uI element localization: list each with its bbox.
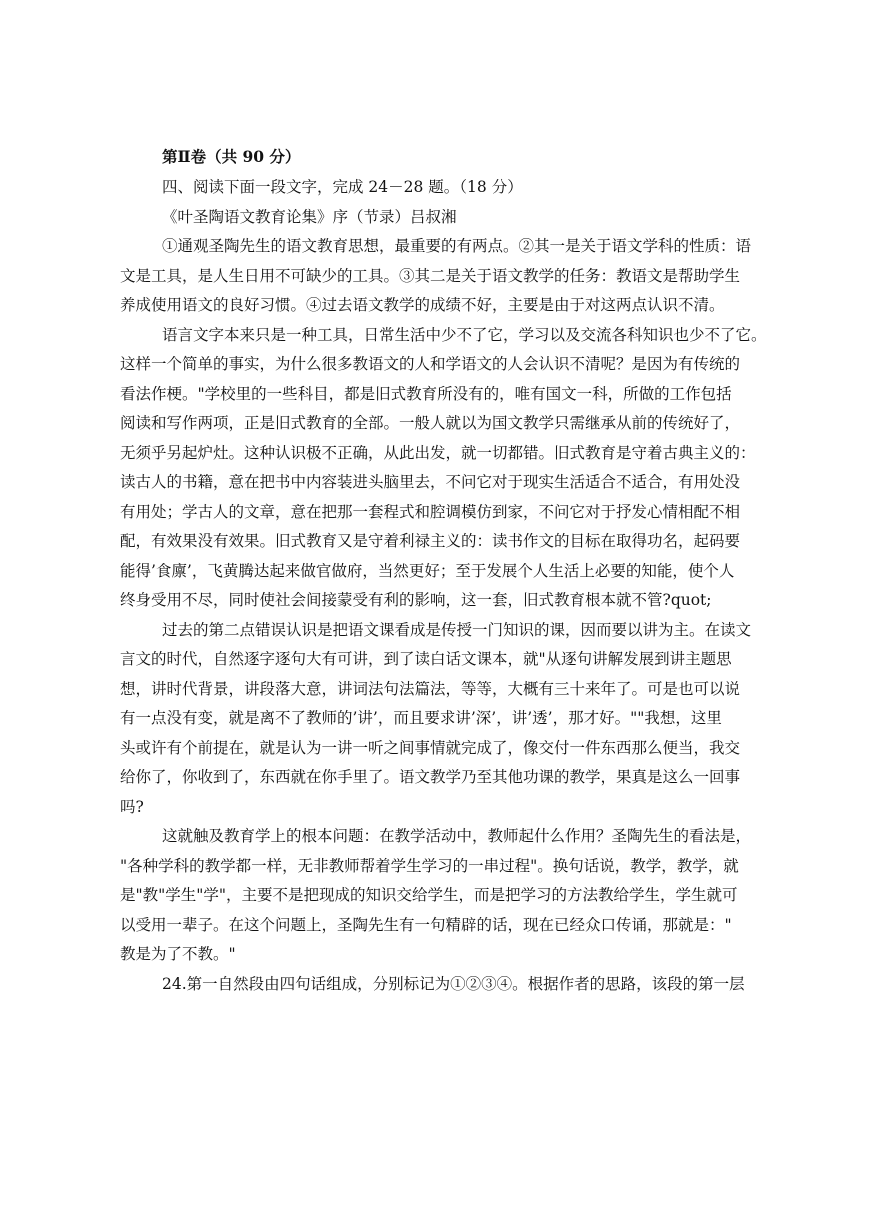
paragraph-line: 头或许有个前提在，就是认为一讲一听之间事情就完成了，像交付一件东西那么便当，我交 xyxy=(120,738,741,757)
document-page xyxy=(120,142,767,999)
paragraph-4 xyxy=(120,822,752,970)
paragraph-line: ①通观圣陶先生的语文教育思想，最重要的有两点。②其一是关于语文学科的性质：语 xyxy=(162,237,752,255)
paragraph-line: 这就触及教育学上的根本问题：在教学活动中，教师起什么作用？圣陶先生的看法是， xyxy=(162,827,752,845)
paragraph-line: 终身受用不尽，同时使社会间接蒙受有利的影响，这一套，旧式教育根本就不管?quot; xyxy=(120,591,712,609)
paragraph-line: 语言文字本来只是一种工具，日常生活中少不了它，学习以及交流各科知识也少不了它。 xyxy=(162,325,767,344)
paragraph-line: 有用处；学古人的文章，意在把那一套程式和腔调模仿到家，不问它对于抒发心情相配不相 xyxy=(120,502,741,521)
paragraph-2 xyxy=(120,321,767,616)
paragraph-line: 能得’食廪’，飞黄腾达起来做官做府，当然更好；至于发展个人生活上必要的知能，使个人 xyxy=(120,561,735,580)
paragraph-line: 有一点没有变，就是离不了教师的’讲’，而且要求讲’深’，讲’透’，那才好。""我想，这里 xyxy=(120,709,722,727)
paragraph-line: 以受用一辈子。在这个问题上，圣陶先生有一句精辟的话，现在已经众口传诵，那就是：" xyxy=(120,915,732,934)
paragraph-line: "各种学科的教学都一样，无非教师帮着学生学习的一串过程"。换句话说，教学，教学，就 xyxy=(120,856,739,875)
paragraph-line: 吗? xyxy=(120,797,144,816)
paragraph-line: 阅读和写作两项，正是旧式教育的全部。一般人就以为国文教学只需继承从前的传统好了， xyxy=(120,414,741,432)
paragraph-line: 无须乎另起炉灶。这种认识极不正确，从此出发，就一切都错。旧式教育是守着古典主义的： xyxy=(120,443,756,462)
paragraph-line: 文是工具，是人生日用不可缺少的工具。③其二是关于语文教学的任务：教语文是帮助学生 xyxy=(120,266,741,285)
paragraph-line: 过去的第二点错误认识是把语文课看成是传授一门知识的课，因而要以讲为主。在读文 xyxy=(162,620,752,639)
paragraph-line: 养成使用语文的良好习惯。④过去语文教学的成绩不好，主要是由于对这两点认识不清。 xyxy=(120,296,725,314)
paragraph-1 xyxy=(120,232,752,321)
paragraph-line: 配，有效果没有效果。旧式教育又是守着利禄主义的：读书作文的目标在取得功名，起码要 xyxy=(120,532,741,550)
paragraph-line: 读古人的书籍，意在把书中内容装进头脑里去，不问它对于现实生活适合不适合，有用处没 xyxy=(120,473,741,491)
question-24 xyxy=(120,970,745,1000)
question-line: 24.第一自然段由四句话组成，分别标记为①②③④。根据作者的思路，该段的第一层 xyxy=(162,974,745,993)
question-instruction: 四、阅读下面一段文字，完成 24－28 题。（18 分） xyxy=(162,178,523,196)
paragraph-line: 给你了，你收到了，东西就在你手里了。语文教学乃至其他功课的教学，果真是这么一回事 xyxy=(120,768,741,786)
paragraph-line: 想，讲时代背景，讲段落大意，讲词法句法篇法，等等，大概有三十来年了。可是也可以说 xyxy=(120,679,741,698)
section-title: 第Ⅱ卷（共 90 分） xyxy=(162,147,301,166)
paragraph-line: 看法作梗。"学校里的一些科目，都是旧式教育所没有的，唯有国文一科，所做的工作包括 xyxy=(120,384,732,403)
paragraph-line: 这样一个简单的事实，为什么很多教语文的人和学语文的人会认识不清呢？是因为有传统的 xyxy=(120,355,741,373)
paragraph-line: 是"教"学生"学"，主要不是把现成的知识交给学生，而是把学习的方法教给学生，学生就可 xyxy=(120,886,738,904)
paragraph-line: 言文的时代，自然逐字逐句大有可讲，到了读白话文课本，就"从逐句讲解发展到讲主题思 xyxy=(120,650,732,668)
passage-source: 《叶圣陶语文教育论集》序（节录）吕叔湘 xyxy=(162,208,457,226)
paragraph-line: 教是为了不教。" xyxy=(120,945,236,963)
paragraph-3 xyxy=(120,616,752,823)
